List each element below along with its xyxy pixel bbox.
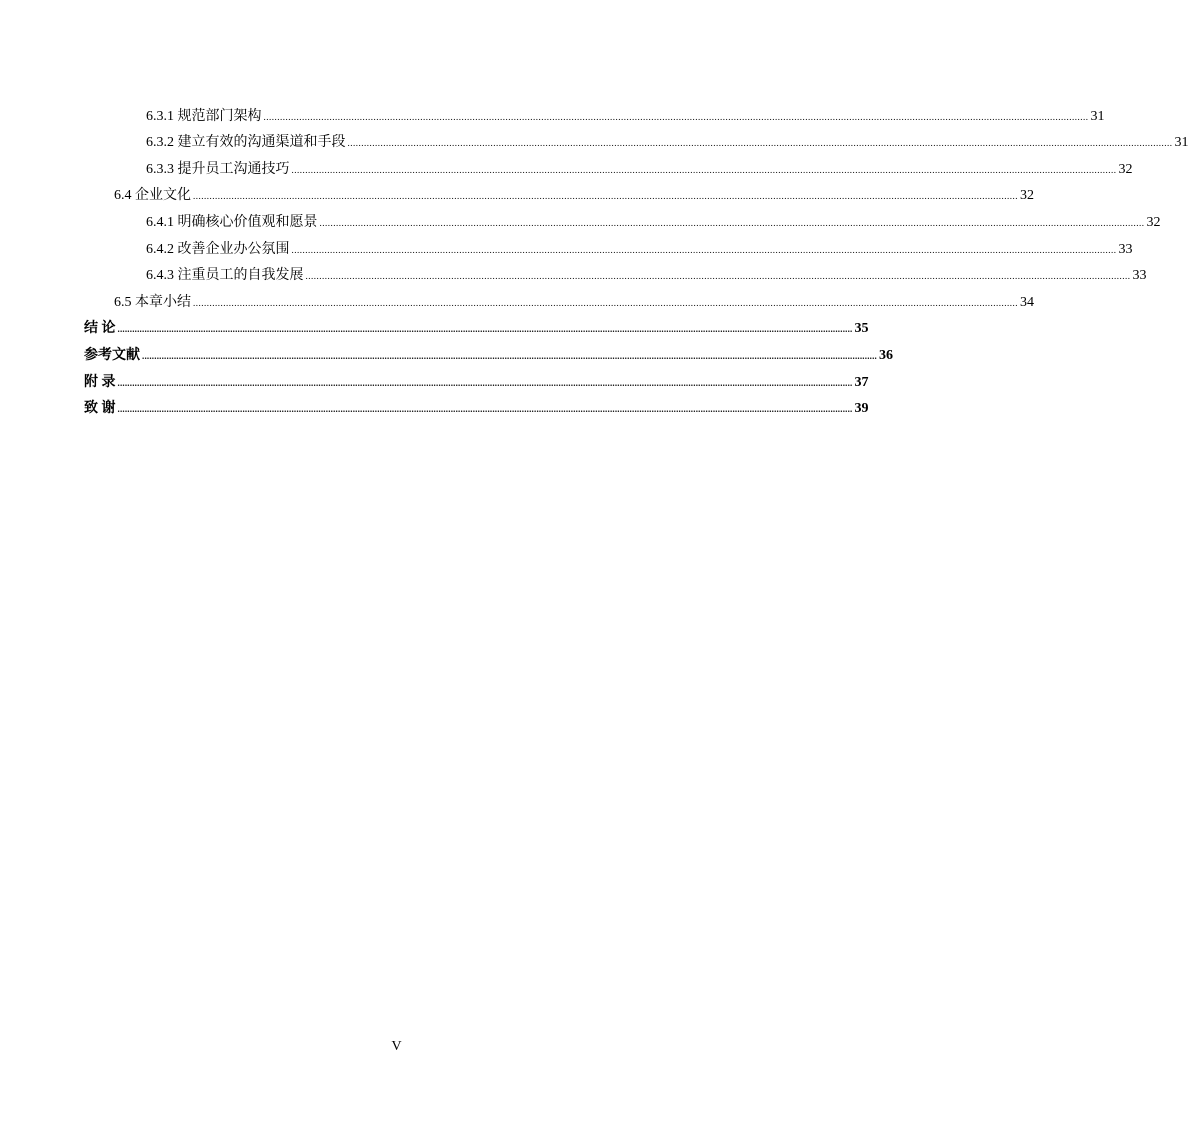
toc-entry-conclusion[interactable]: [84, 311, 869, 338]
toc-entry-label: 6.5 本章小结: [114, 294, 191, 310]
toc-entry-label: 6.3.1 规范部门架构: [146, 108, 262, 124]
toc-entry-acknowledgements[interactable]: [84, 391, 869, 418]
toc-entry-page: 32: [1146, 214, 1161, 230]
toc-entry-6-5[interactable]: [84, 284, 1034, 311]
toc-dot-leader: ............................................................................................................................................................................................................................................................................................................: [263, 111, 1089, 122]
toc-dot-leader: ............................................................................................................................................................................................................................................................................................................: [193, 297, 1018, 308]
table-of-contents: [84, 98, 1189, 417]
toc-entry-page: 35: [854, 321, 869, 337]
page-number: V: [391, 1039, 402, 1054]
toc-entry-6-4[interactable]: [84, 178, 1034, 205]
toc-entry-label: 参考文献: [84, 347, 140, 363]
toc-entry-6-3-2[interactable]: [84, 125, 1189, 152]
toc-entry-references[interactable]: [84, 337, 893, 364]
toc-dot-leader: ............................................................................................................................................................................................................................................................................................................: [291, 164, 1117, 175]
toc-dot-leader: ............................................................................................................................................................................................................................................................................................................: [117, 404, 853, 415]
toc-dot-leader: ............................................................................................................................................................................................................................................................................................................: [347, 138, 1173, 149]
toc-entry-label: 6.4 企业文化: [114, 188, 191, 204]
toc-entry-page: 33: [1132, 268, 1147, 284]
toc-dot-leader: ............................................................................................................................................................................................................................................................................................................: [117, 324, 853, 335]
toc-dot-leader: ............................................................................................................................................................................................................................................................................................................: [117, 377, 853, 388]
toc-dot-leader: ............................................................................................................................................................................................................................................................................................................: [319, 217, 1145, 228]
toc-entry-page: 36: [879, 347, 893, 363]
toc-entry-page: 33: [1118, 241, 1133, 257]
toc-entry-label: 6.4.2 改善企业办公氛围: [146, 241, 290, 257]
toc-entry-page: 39: [854, 401, 869, 417]
toc-entry-page: 32: [1020, 188, 1034, 204]
toc-entry-appendix[interactable]: [84, 364, 869, 391]
toc-entry-6-3-3[interactable]: [84, 151, 1133, 178]
toc-entry-page: 31: [1174, 135, 1189, 151]
toc-entry-label: 6.3.3 提升员工沟通技巧: [146, 161, 290, 177]
toc-entry-label: 6.3.2 建立有效的沟通渠道和手段: [146, 135, 346, 151]
toc-entry-label: 6.4.1 明确核心价值观和愿景: [146, 214, 318, 230]
toc-entry-6-4-2[interactable]: [84, 231, 1133, 258]
toc-entry-label: 结 论: [84, 321, 116, 337]
toc-entry-label: 附 录: [84, 374, 116, 390]
toc-dot-leader: ............................................................................................................................................................................................................................................................................................................: [291, 244, 1117, 255]
toc-dot-leader: ............................................................................................................................................................................................................................................................................................................: [142, 350, 877, 361]
toc-entry-6-4-1[interactable]: [84, 204, 1161, 231]
toc-entry-label: 致 谢: [84, 401, 116, 417]
toc-entry-page: 37: [854, 374, 869, 390]
toc-entry-6-4-3[interactable]: [84, 258, 1147, 285]
toc-entry-page: 31: [1090, 108, 1105, 124]
toc-dot-leader: ............................................................................................................................................................................................................................................................................................................: [193, 191, 1018, 202]
toc-entry-6-3-1[interactable]: [84, 98, 1105, 125]
toc-entry-page: 32: [1118, 161, 1133, 177]
toc-dot-leader: ............................................................................................................................................................................................................................................................................................................: [305, 271, 1131, 282]
toc-entry-label: 6.4.3 注重员工的自我发展: [146, 268, 304, 284]
toc-entry-page: 34: [1020, 294, 1034, 310]
